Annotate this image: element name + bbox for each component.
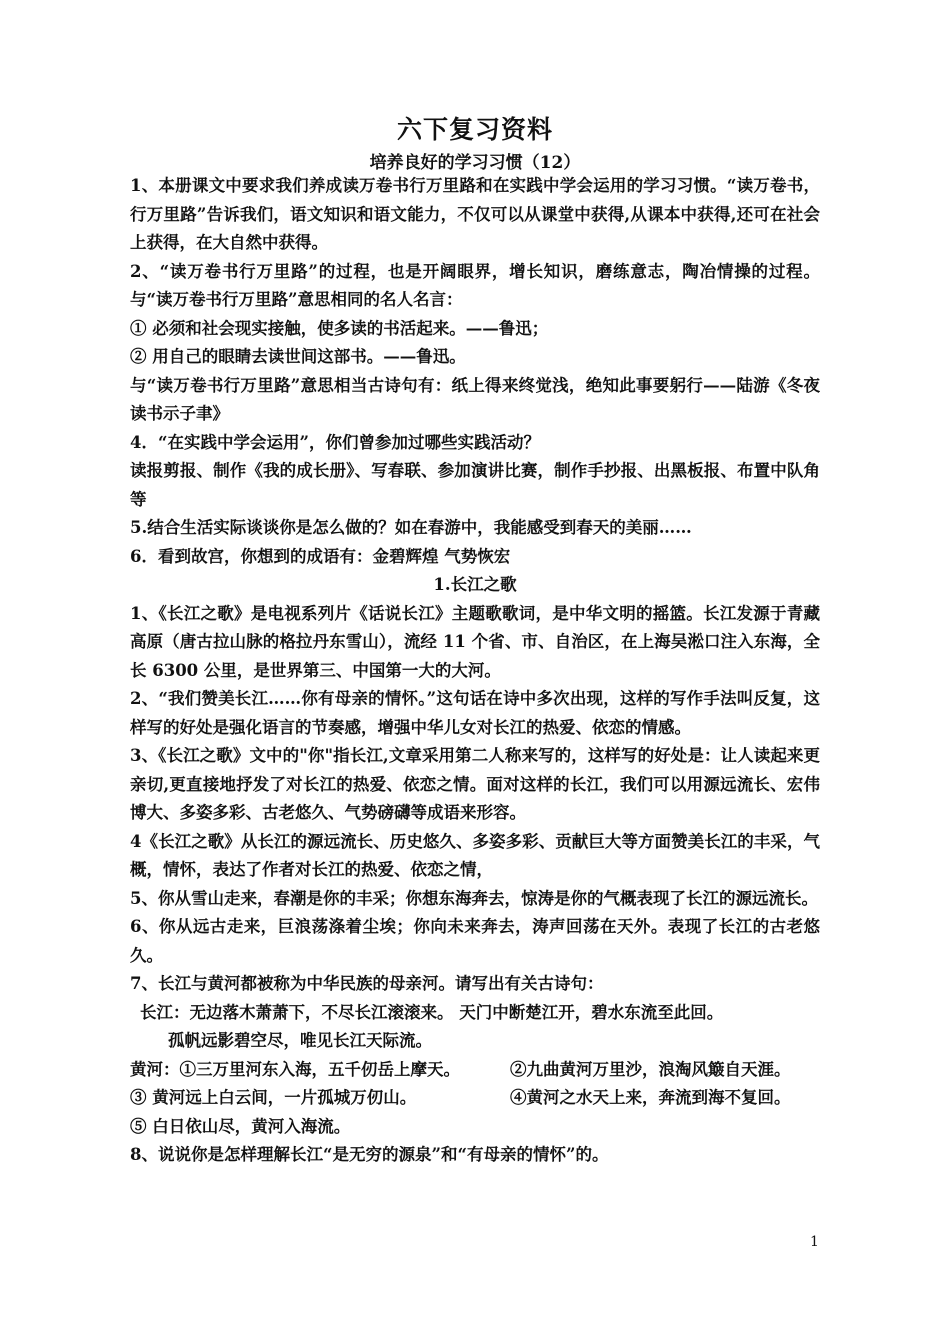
paragraph: 与“读万卷书行万里路”意思相当古诗句有：纸上得来终觉浅，绝知此事要躬行——陆游《冬夜读书示子聿》 xyxy=(130,375,820,423)
section-heading-habits: 培养良好的学习习惯（12） xyxy=(369,153,581,173)
poem-line: ③ 黄河远上白云间，一片孤城万仞山。 xyxy=(130,1088,417,1107)
quote-item: ② 用自己的眼睛去读世间这部书。——鲁迅。 xyxy=(130,347,466,366)
poem-line: 长江：无边落木萧萧下，不尽长江滚滚来。 天门中断楚江开，碧水东流至此回。 xyxy=(140,1002,724,1022)
paragraph: 4《长江之歌》从长江的源远流长、历史悠久、多姿多彩、贡献巨大等方面赞美长江的丰采，气概，情怀，表达了作者对长江的热爱、依恋之情， xyxy=(130,831,820,879)
poem-line: 孤帆远影碧空尽，唯见长江天际流。 xyxy=(168,1031,432,1050)
poem-line: ⑤ 白日依山尽，黄河入海流。 xyxy=(130,1116,351,1136)
poem-row xyxy=(130,1084,820,1113)
paragraph: 5、你从雪山走来，春潮是你的丰采；你想东海奔去，惊涛是你的气概表现了长江的源远流长。 xyxy=(130,888,818,908)
page-number: 1 xyxy=(810,1234,819,1250)
section-heading-changjiang: 1.长江之歌 xyxy=(433,575,517,594)
poem-row xyxy=(130,1056,820,1085)
quote-item: ① 必须和社会现实接触，使多读的书活起来。——鲁迅； xyxy=(130,318,549,338)
paragraph: 3、《长江之歌》文中的"你"指长江,文章采用第二人称来写的，这样写的好处是：让人读起来更亲切,更直接地抒发了对长江的热爱、依恋之情。面对这样的长江，我们可以用源远流长、宏伟博大、多姿多彩、古老悠久、气势磅礴等成语来形容。 xyxy=(130,746,820,822)
question: 5.结合生活实际谈谈你是怎么做的？如在春游中，我能感受到春天的美丽…… xyxy=(130,518,692,537)
paragraph: 1、《长江之歌》是电视系列片《话说长江》主题歌歌词，是中华文明的摇篮。长江发源于青藏高原（唐古拉山脉的格拉丹东雪山），流经 11 个省、市、自治区，在上海吴淞口注入东海，全长 6300 公里，是世界第三、中国第一大的大河。 xyxy=(130,603,820,680)
poem-line: 黄河：①三万里河东入海，五千仞岳上摩天。 xyxy=(130,1059,460,1079)
question: 4．“在实践中学会运用”，你们曾参加过哪些实践活动？ xyxy=(130,432,540,452)
paragraph: 6、你从远古走来，巨浪荡涤着尘埃；你向未来奔去，涛声回荡在天外。表现了长江的古老悠久。 xyxy=(130,917,820,965)
paragraph: 2、“我们赞美长江……你有母亲的情怀。”这句话在诗中多次出现，这样的写作手法叫反复，这样写的好处是强化语言的节奏感，增强中华儿女对长江的热爱、依恋的情感。 xyxy=(130,689,820,737)
paragraph: 6．看到故宫，你想到的成语有：金碧辉煌 气势恢宏 xyxy=(130,546,511,566)
paragraph: 读报剪报、制作《我的成长册》、写春联、参加演讲比赛，制作手抄报、出黑板报、布置中队角等 xyxy=(130,461,820,509)
document-body xyxy=(130,172,820,1170)
paragraph: 7、长江与黄河都被称为中华民族的母亲河。请写出有关古诗句： xyxy=(130,974,604,993)
poem-line: ④黄河之水天上来，奔流到海不复回。 xyxy=(510,1088,791,1107)
paragraph: 1、本册课文中要求我们养成读万卷书行万里路和在实践中学会运用的学习习惯。“读万卷书，行万里路”告诉我们，语文知识和语文能力，不仅可以从课堂中获得,从课本中获得,还可在社会上获得，在大自然中获得。 xyxy=(130,176,820,252)
paragraph: 2、“读万卷书行万里路”的过程，也是开阔眼界，增长知识，磨练意志，陶冶情操的过程。与“读万卷书行万里路”意思相同的名人名言： xyxy=(130,261,820,309)
page-title: 六下复习资料 xyxy=(396,115,553,144)
question: 8、说说你是怎样理解长江“是无穷的源泉”和“有母亲的情怀”的。 xyxy=(130,1145,609,1164)
poem-line: ②九曲黄河万里沙，浪淘风簸自天涯。 xyxy=(510,1059,791,1079)
